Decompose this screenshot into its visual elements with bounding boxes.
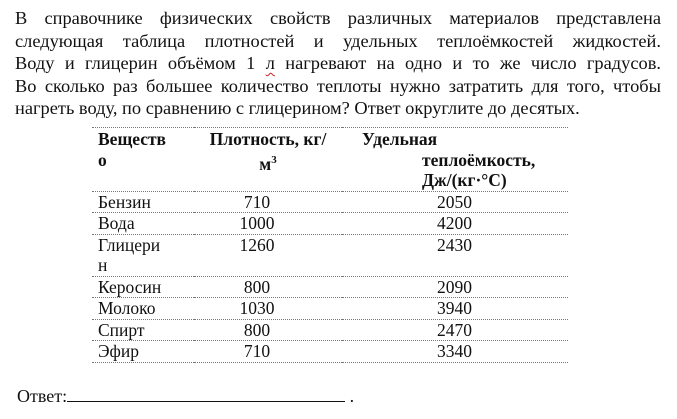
cell-heat: 2050 (342, 191, 568, 213)
problem-line-3 (15, 52, 661, 75)
properties-table (92, 127, 568, 363)
cell-substance: Глицери н (92, 234, 194, 276)
problem-line-2: следующая таблица плотностей и удельных теплоёмкостей жидкостей. (15, 30, 661, 51)
cell-density: 1260 (194, 234, 342, 276)
cell-substance: Эфир (92, 341, 194, 363)
cell-substance: Вода (92, 213, 194, 235)
cell-density: 710 (194, 341, 342, 363)
cell-density: 1030 (194, 298, 342, 320)
cell-density: 800 (194, 276, 342, 298)
unit-liter: л (265, 53, 275, 73)
cell-heat: 2090 (342, 276, 568, 298)
table-row (92, 319, 568, 341)
table-header-row (92, 128, 568, 192)
problem-text (15, 7, 661, 120)
table-row (92, 341, 568, 363)
problem-line-3-end: нагревают на одно и то же число градусов. (274, 53, 661, 73)
answer-blank[interactable] (67, 386, 345, 402)
answer-line (17, 385, 354, 407)
table-row (92, 234, 568, 276)
problem-line-5: нагреть воду, по сравнению с глицерином? Ответ округлите до десятых. (15, 98, 580, 118)
cell-density: 800 (194, 319, 342, 341)
cell-substance: Спирт (92, 319, 194, 341)
cell-heat: 4200 (342, 213, 568, 235)
header-substance: Веществ о (92, 128, 194, 192)
problem-line-4: Во сколько раз большее количество теплоты нужно затратить для того, чтобы (15, 75, 661, 96)
cell-heat: 3940 (342, 298, 568, 320)
cell-density: 710 (194, 191, 342, 213)
table-row (92, 213, 568, 235)
cell-heat: 2470 (342, 319, 568, 341)
problem-line-1: В справочнике физических свойств различных материалов представлена (15, 8, 661, 28)
cell-substance: Молоко (92, 298, 194, 320)
table-row (92, 298, 568, 320)
cell-substance: Керосин (92, 276, 194, 298)
cell-heat: 2430 (342, 234, 568, 276)
answer-end: . (349, 386, 355, 406)
answer-label: Ответ: (17, 386, 68, 406)
header-heat-capacity: Удельная теплоёмкость, Дж/(кг·°С) (342, 128, 568, 192)
table-row (92, 191, 568, 213)
problem-line-3-start: Воду и глицерин объёмом 1 (15, 53, 266, 73)
cell-substance: Бензин (92, 191, 194, 213)
header-density: Плотность, кг/ $м^3$ (194, 128, 342, 192)
cell-heat: 3340 (342, 341, 568, 363)
cell-density: 1000 (194, 213, 342, 235)
table-row (92, 276, 568, 298)
